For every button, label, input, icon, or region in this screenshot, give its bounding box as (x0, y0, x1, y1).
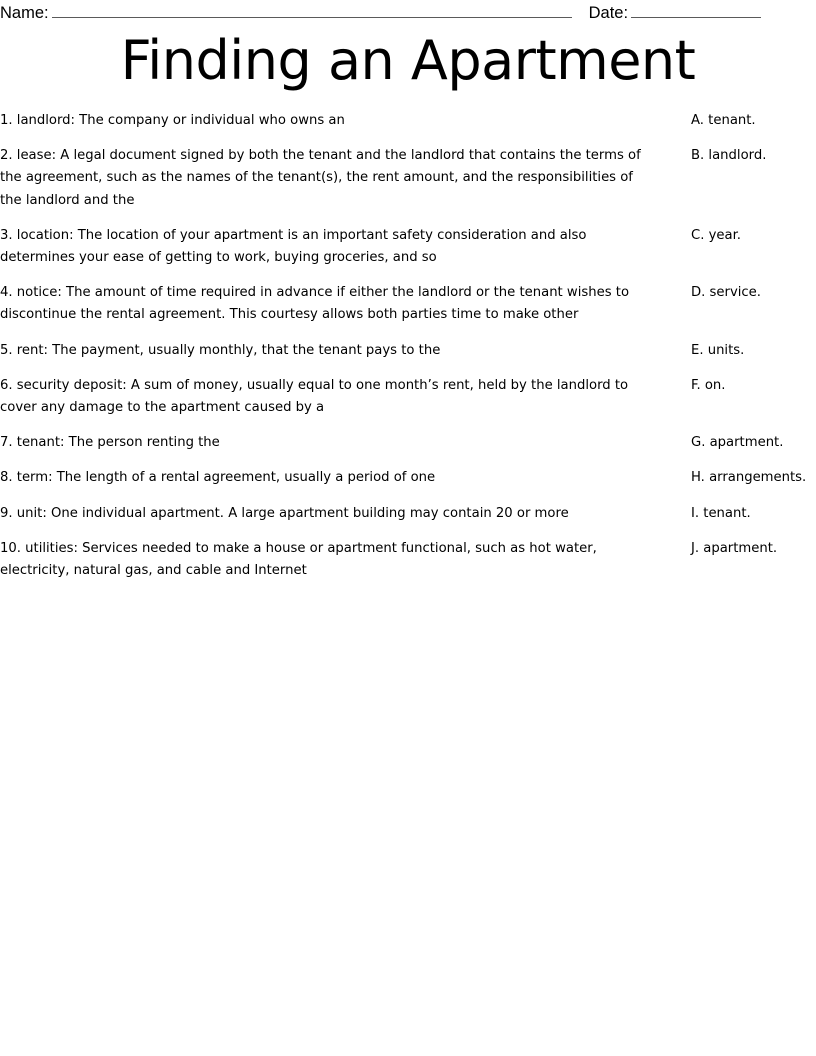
answer-option: C. year. (691, 227, 741, 243)
prompt-text: 3. location: The location of your apartment is an important safety consideration and also determines your ease of getting to work, buying groceries, and so (0, 227, 587, 266)
matching-row (0, 225, 816, 269)
name-date-header (0, 0, 816, 26)
matching-row (0, 538, 816, 582)
prompt-text: 2. lease: A legal document signed by both the tenant and the landlord that contains the terms of the agreement, such as the names of the tenant(s), the rent amount, and the responsibilities of the landlord and the (0, 148, 641, 208)
prompt-text: 6. security deposit: A sum of money, usually equal to one month’s rent, held by the landlord to cover any damage to the apartment caused by a (0, 377, 629, 416)
prompt-text: 8. term: The length of a rental agreement, usually a period of one (0, 470, 436, 486)
answer-option: F. on. (691, 377, 726, 393)
date-label: Date: (588, 4, 629, 22)
answer-option: D. service. (691, 285, 761, 301)
page-title: Finding an Apartment (120, 29, 696, 92)
matching-row (0, 375, 816, 419)
matching-row (0, 432, 816, 454)
matching-row (0, 467, 816, 489)
matching-row (0, 340, 816, 362)
matching-row (0, 282, 816, 326)
prompt-text: 5. rent: The payment, usually monthly, that the tenant pays to the (0, 342, 441, 358)
answer-option: B. landlord. (691, 148, 767, 164)
prompt-text: 1. landlord: The company or individual who owns an (0, 113, 345, 128)
prompt-text: 4. notice: The amount of time required in advance if either the landlord or the tenant wishes to discontinue the rental agreement. This courtesy allows both parties time to make other (0, 285, 630, 323)
matching-row (0, 503, 816, 525)
matching-row (0, 145, 816, 212)
prompt-text: 10. utilities: Services needed to make a house or apartment functional, such as hot water, electricity, natural gas, and cable and Internet (0, 540, 597, 579)
answer-option: I. tenant. (691, 505, 751, 521)
name-write-in-line[interactable] (52, 3, 572, 18)
matching-row (0, 110, 816, 132)
name-label: Name: (0, 4, 49, 22)
prompt-text: 9. unit: One individual apartment. A large apartment building may contain 20 or more (0, 505, 569, 521)
date-write-in-line[interactable] (631, 3, 761, 18)
prompt-text: 7. tenant: The person renting the (0, 435, 220, 451)
answer-option: H. arrangements. (691, 470, 807, 486)
answer-option: E. units. (691, 342, 745, 358)
answer-option: A. tenant. (691, 113, 756, 128)
answer-option: J. apartment. (691, 540, 778, 556)
answer-option: G. apartment. (691, 435, 784, 451)
matching-list (0, 110, 816, 595)
